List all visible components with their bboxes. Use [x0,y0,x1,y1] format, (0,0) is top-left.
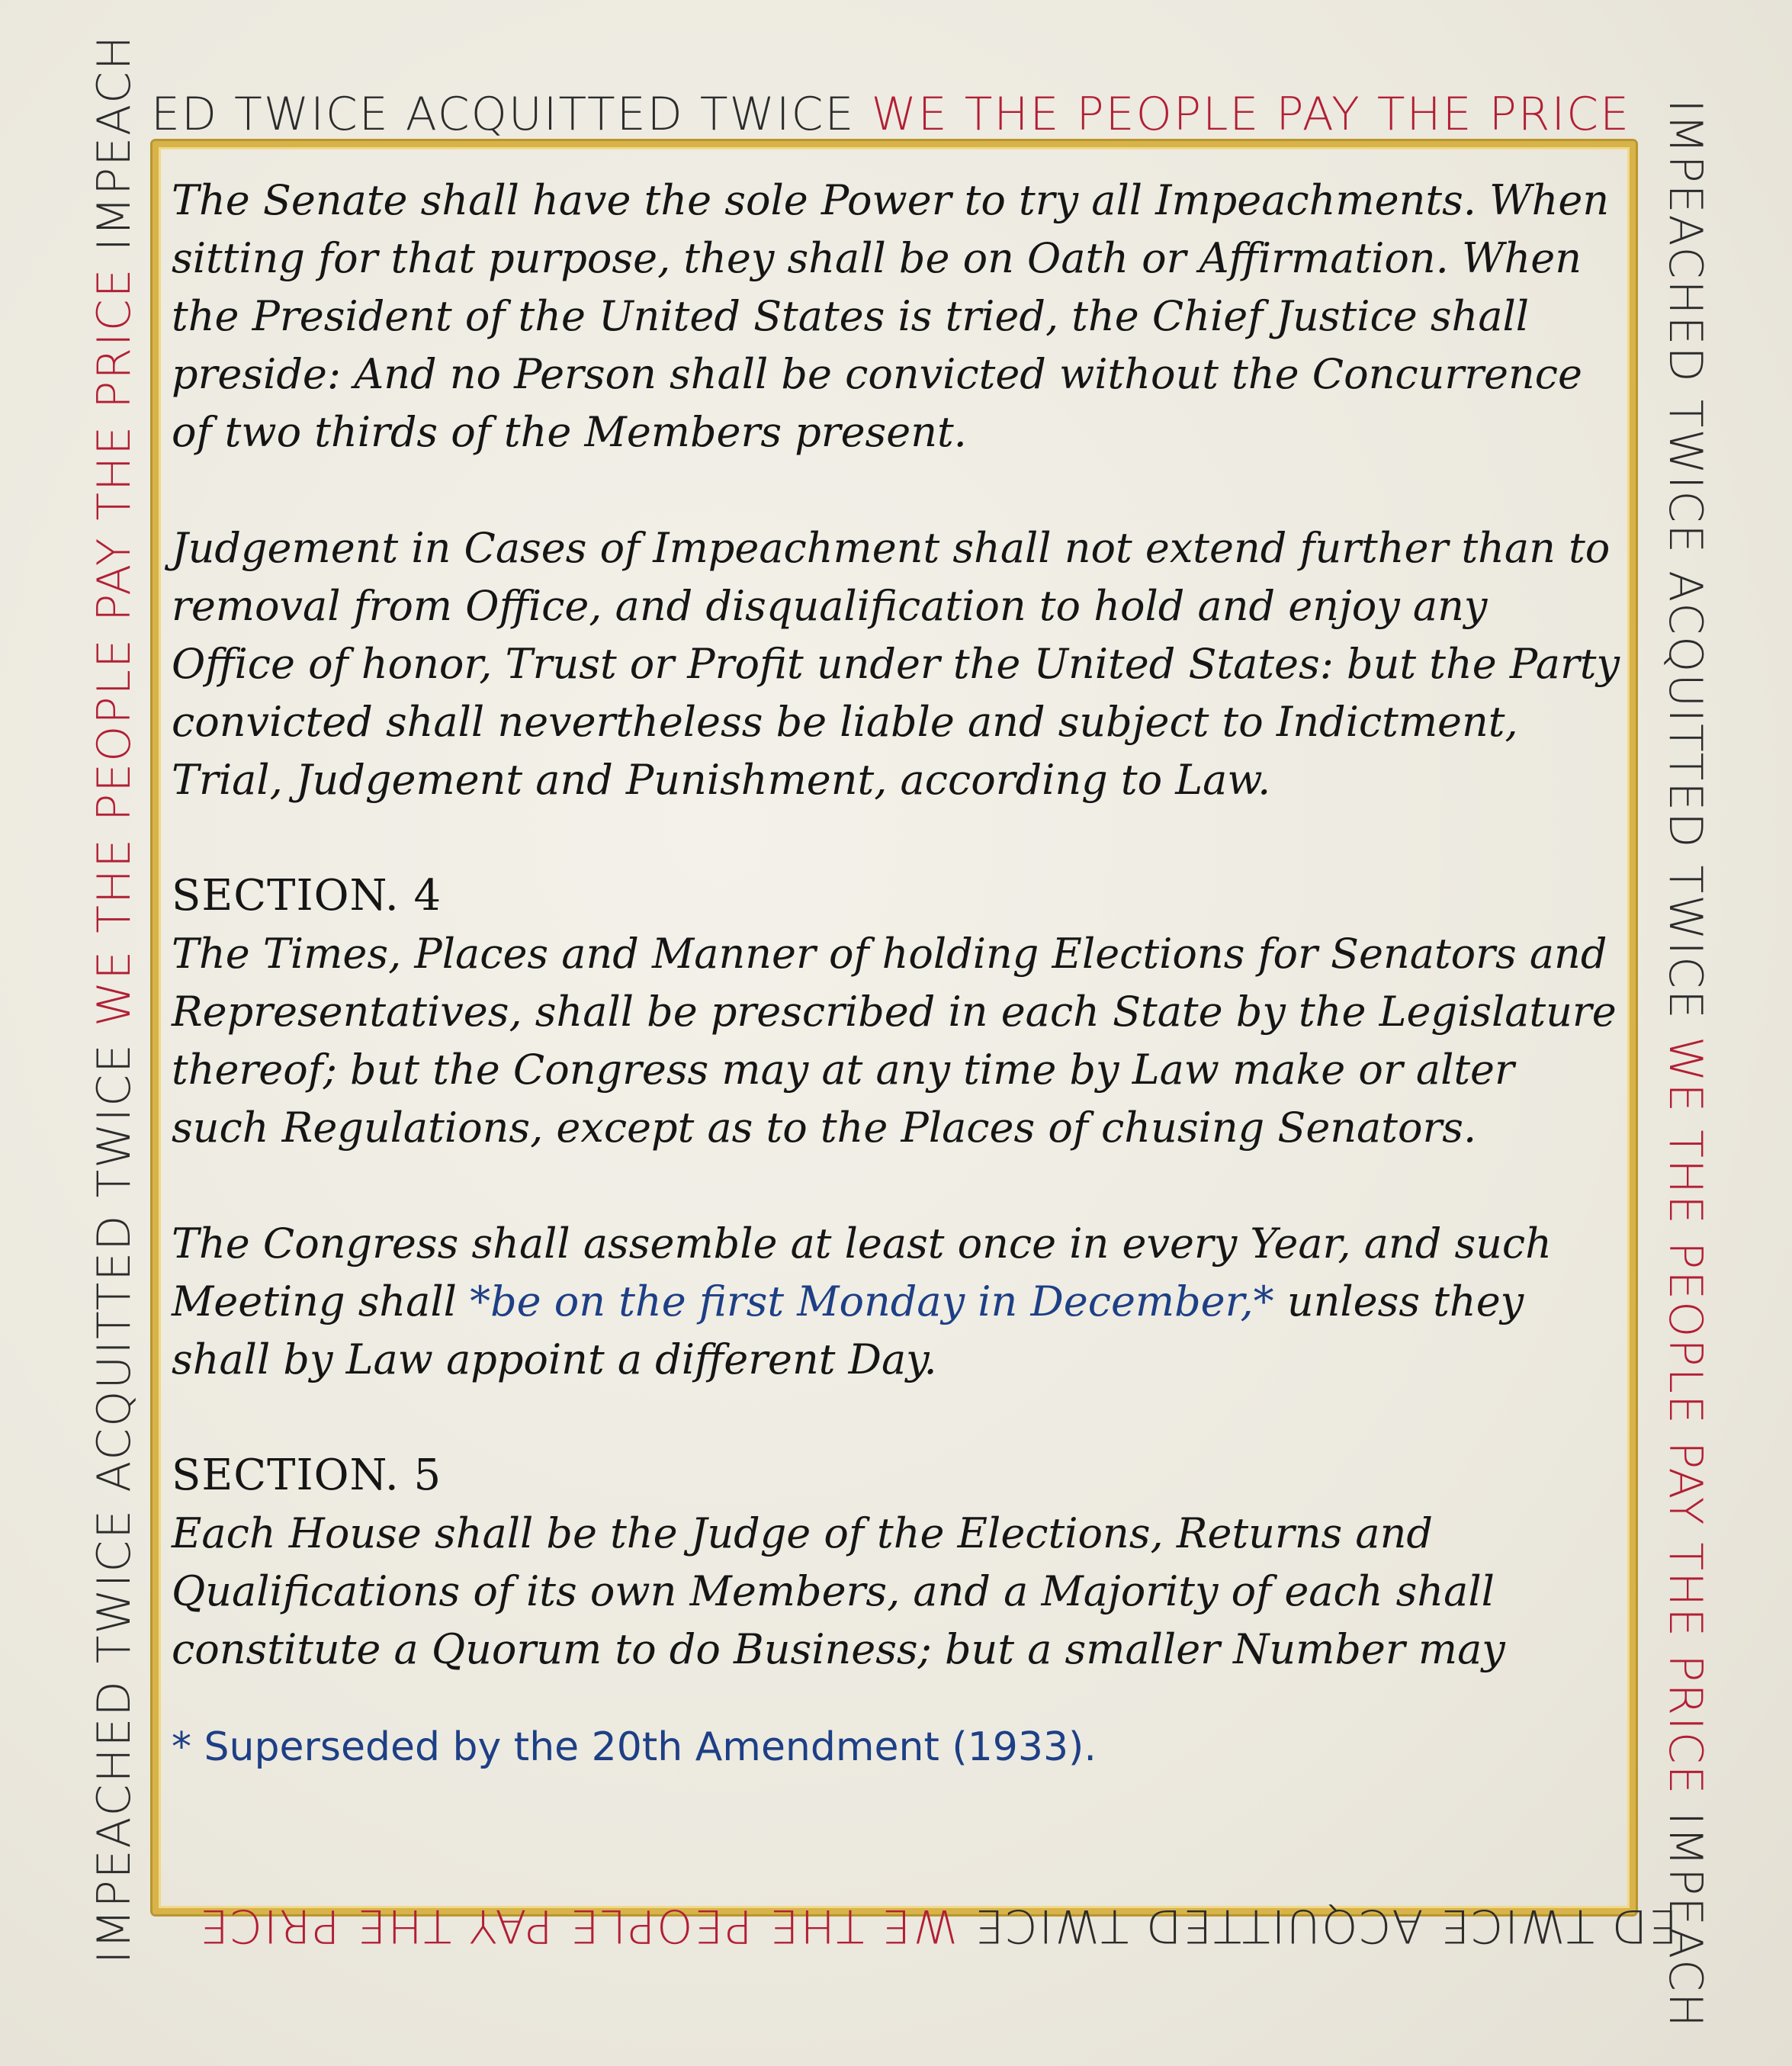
congress-text-end: unless they shall by Law appoint a different Day. [172,1277,1524,1383]
border-bottom-dark: ED TWICE ACQUITTED TWICE [957,1899,1678,1952]
border-top-dark: ED TWICE ACQUITTED TWICE [151,88,872,141]
border-text-right [1659,99,1712,2029]
border-right-dark: IMPEACHED TWICE ACQUITTED TWICE [1659,99,1712,1036]
border-left-red: WE THE PEOPLE PAY THE PRICE [88,267,141,1027]
border-left-dark: IMPEACHED TWICE ACQUITTED TWICE [88,1027,141,1964]
section-5-heading: SECTION. 5 [172,1451,442,1500]
embroidered-text-body [172,172,1620,1816]
paragraph-elections: The Times, Places and Manner of holding Elections for Senators and Representatives, shall be prescribed in each State by the Legislature thereof; but the Congress may at any time by Law make or alter such Regulations, except as to the Places of chusing Senators. [172,930,1617,1152]
border-right-dark-end: IMPEACH [1659,1795,1712,2029]
border-top-red: WE THE PEOPLE PAY THE PRICE [871,88,1630,141]
section-4-heading: SECTION. 4 [172,871,442,921]
paragraph-judgement: Judgement in Cases of Impeachment shall not extend further than to removal from Office, and disqualification to hold and enjoy any Office of honor, Trust or Profit under the United States: but the Party convicted shall nevertheless be liable and subject to Indictment, Trial, Judgement and Punishment, according to Law. [172,524,1620,804]
paragraph-each-house: Each House shall be the Judge of the Elections, Returns and Qualifications of its own Members, and a Majority of each shall constitute a Quorum to do Business; but a smaller Number may [172,1509,1505,1673]
border-right-red: WE THE PEOPLE PAY THE PRICE [1659,1036,1712,1796]
border-text-top [151,88,1630,141]
paragraph-senate-trial: The Senate shall have the sole Power to try all Impeachments. When sitting for that purpose, they shall be on Oath or Affirmation. When the President of the United States is tried, the Chief Justice shall preside: And no Person shall be convicted without the Concurrence of two thirds of the Members present. [172,176,1610,456]
border-left-dark-end: IMPEACH [88,34,141,268]
border-bottom-red: WE THE PEOPLE PAY THE PRICE [198,1899,958,1952]
paragraph-congress-assemble [172,1215,1620,1389]
footnote: * Superseded by the 20th Amendment (1933). [172,1724,1097,1770]
border-text-bottom [153,1899,1678,1952]
congress-text-start: The Congress shall assemble at least once in every Year, and such Meeting shall [172,1219,1552,1325]
border-text-left [88,34,141,1964]
superseded-text: *be on the first Monday in December,* [470,1277,1274,1325]
